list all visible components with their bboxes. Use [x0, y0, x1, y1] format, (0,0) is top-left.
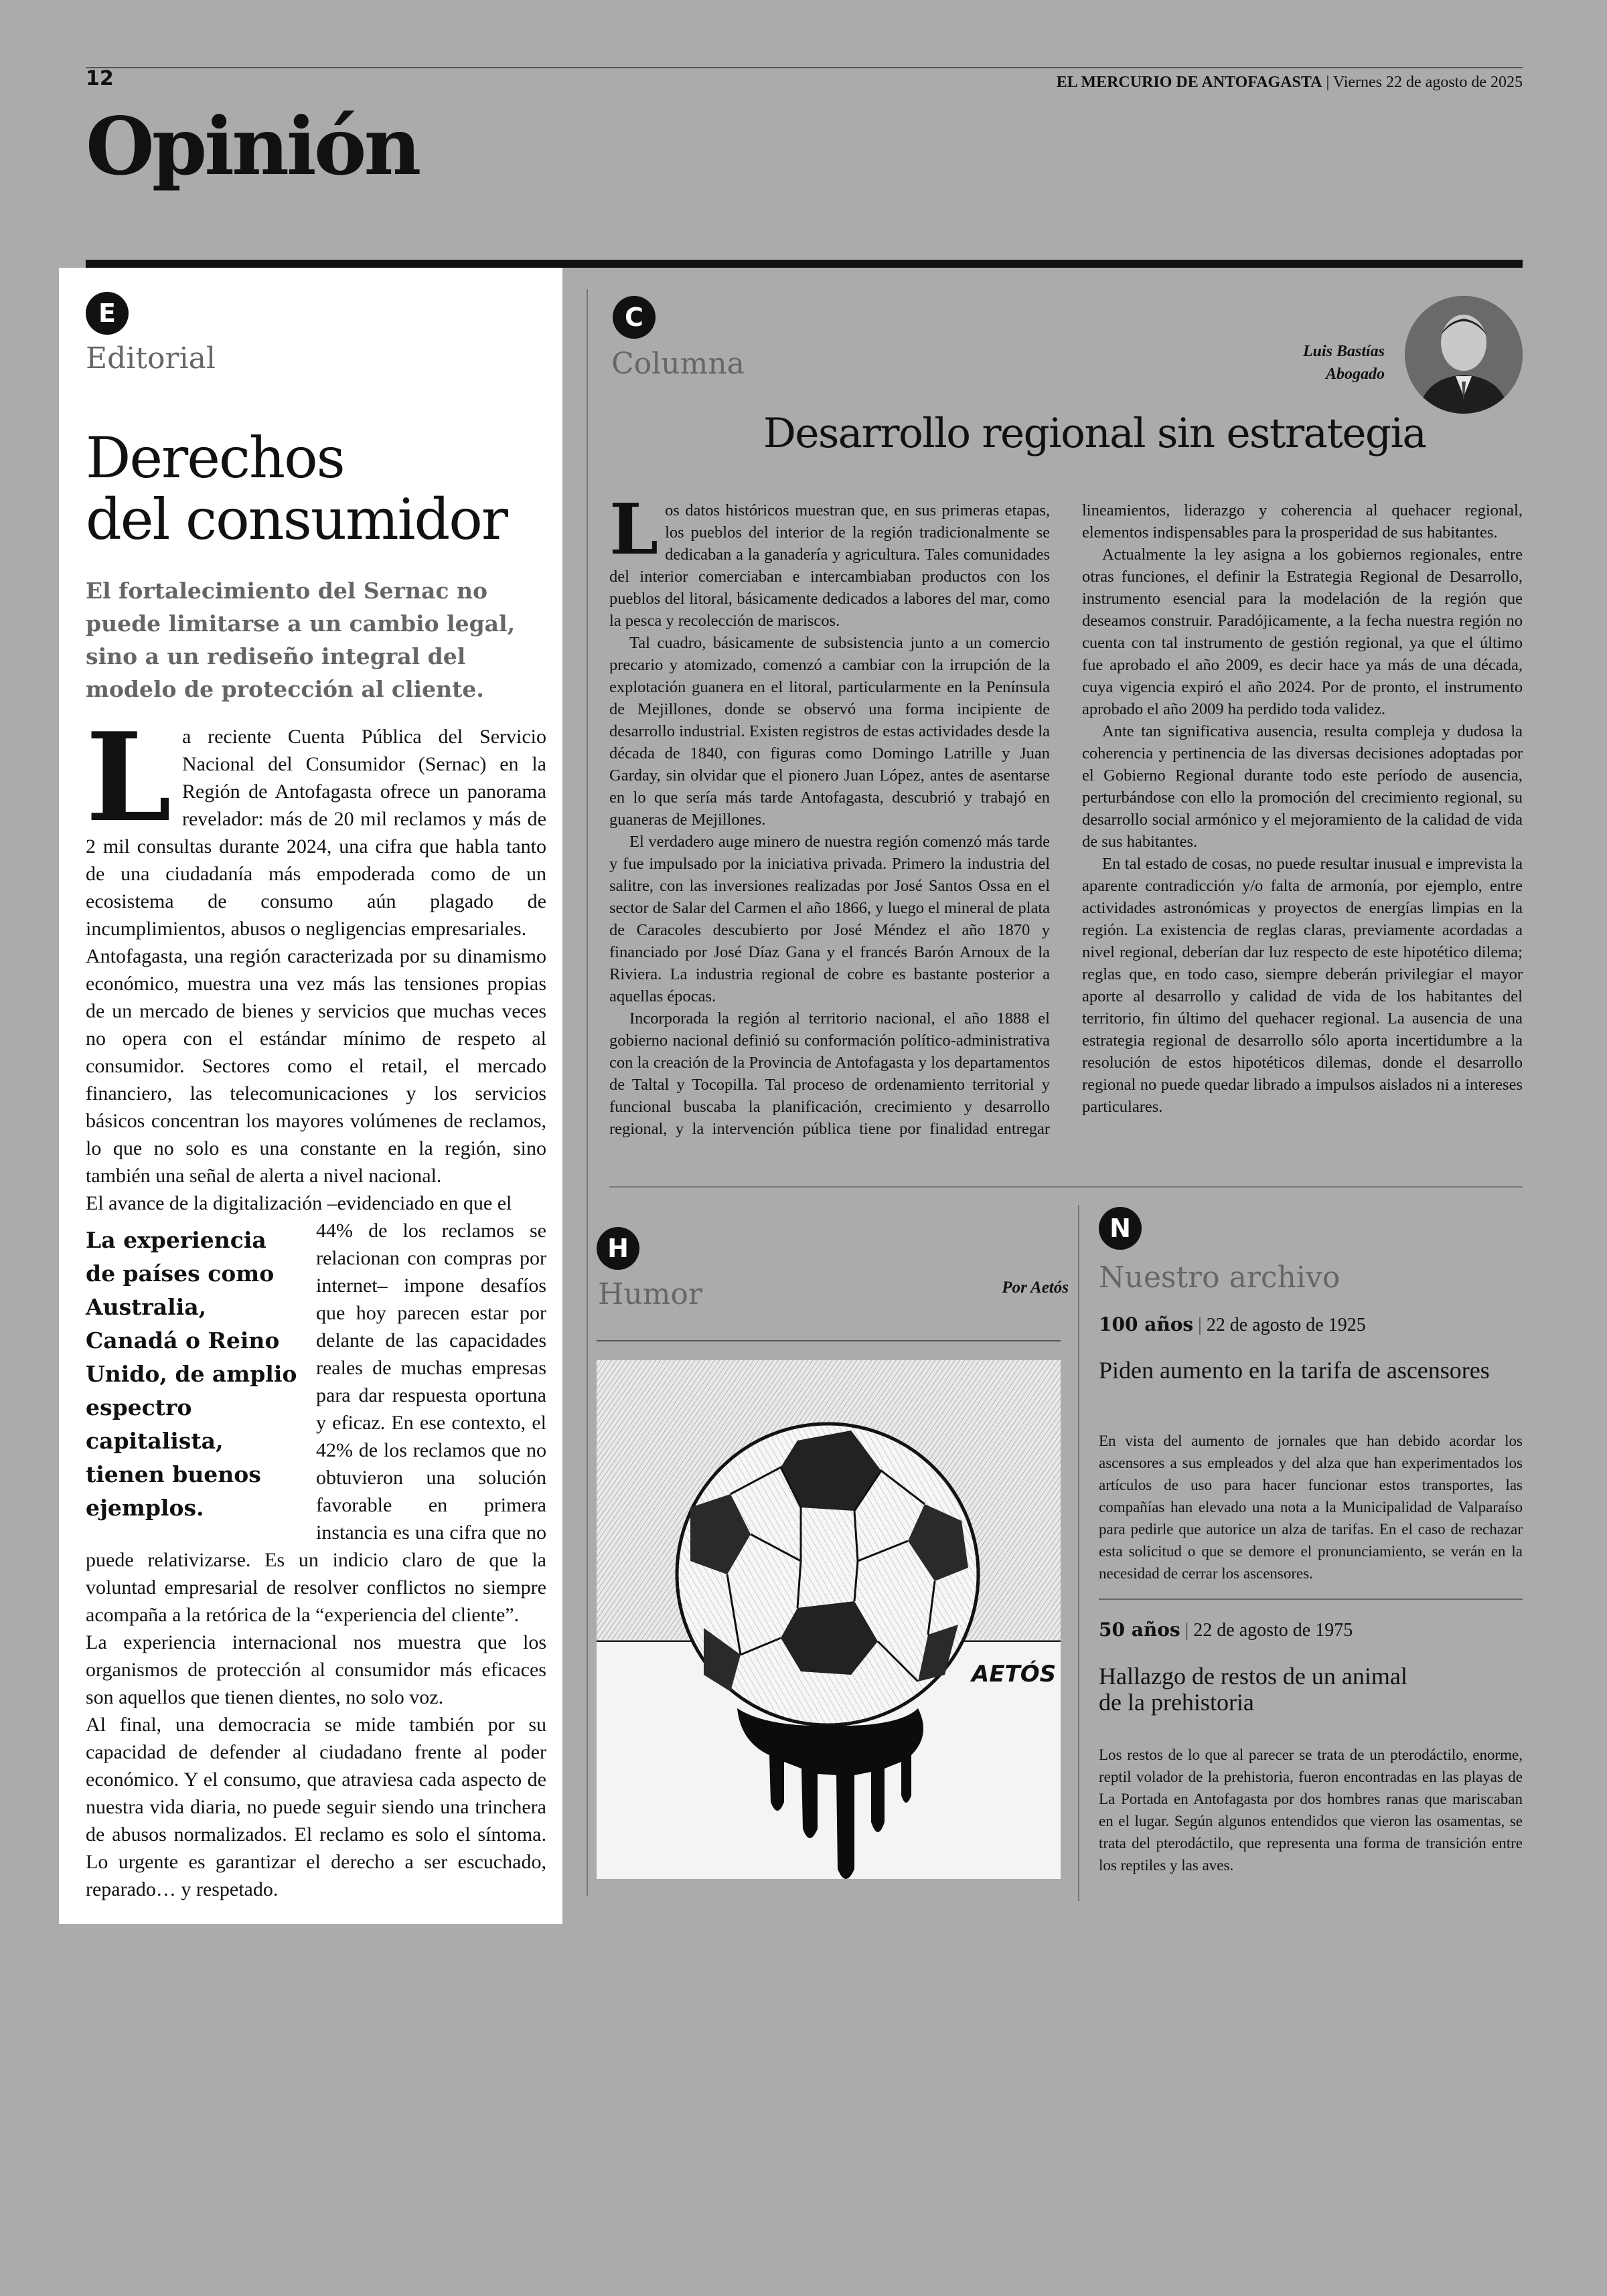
section-rule	[86, 260, 1523, 268]
top-rule	[86, 67, 1523, 68]
humor-cartoon	[597, 1360, 1061, 1879]
page-number: 12	[86, 67, 114, 90]
cartoon-signature: AETÓS	[972, 1661, 1057, 1688]
soccer-ball-cartoon-icon	[597, 1360, 1061, 1879]
editorial-paragraph: Al final, una democracia se mide también por su capacidad de defender al ciudadano frente al poder económico. Y el consumo, que atraviesa cada aspecto de nuestra vida diaria, no puede seguir siendo una trinchera de abusos normalizados. El reclamo es solo el síntoma. Lo urgente es garantizar el derecho a ser escuchado, reparado… y respetado.	[86, 1714, 546, 1900]
author-portrait-icon	[1405, 296, 1523, 414]
column-drop-cap: L	[609, 488, 659, 570]
column-paragraph: El verdadero auge minero de nuestra región comenzó más tarde y fue impulsado por la iniciativa privada. Primero la industria del salitre, con las inversiones realizadas por José Santos Ossa en el sector de Salar del Carmen el año 1866, y luego el mineral de plata de Caracoles descubierto por José Méndez el año 1870 y financiado por José Díaz Gana y el francés Barón Arnoux de la Riviera. La industria regional de cobre es bastante posterior a aquellas épocas.	[609, 833, 1050, 1005]
archive-divider	[1078, 1205, 1079, 1901]
masthead-separator: |	[1326, 74, 1333, 91]
middle-rule	[609, 1186, 1523, 1187]
archive-kicker: Nuestro archivo	[1099, 1260, 1341, 1295]
column-author	[1205, 340, 1385, 386]
editorial-headline	[86, 427, 507, 550]
archive-item-label	[1099, 1313, 1366, 1336]
column-paragraph	[609, 488, 1050, 632]
column-badge: C	[613, 296, 656, 339]
humor-byline: Por Aetós	[1002, 1279, 1069, 1297]
editorial-headline-line2: del consumidor	[86, 487, 507, 552]
archive-item-text: Los restos de lo que al parecer se trata de un pterodáctilo, enorme, reptil volador de la prehistoria, fueron encontradas en las playas de La Portada en Antofagasta por dos hombres ranas que mariscaban en el lugar. Según algunos entendidos que vieron las osamentas, se trata del pterodáctilo, que representa una forma de transición entre los reptiles y las aves.	[1099, 1746, 1523, 1874]
column-headline: Desarrollo regional sin estrategia	[763, 410, 1426, 457]
column-body	[609, 488, 1523, 1142]
editorial-kicker: Editorial	[86, 341, 216, 376]
editorial-paragraph	[86, 706, 546, 942]
editorial-headline-line1: Derechos	[86, 425, 344, 491]
editorial-paragraph: La experiencia internacional nos muestra que los organismos de protección al consumidor más eficaces son aquellos que tienen dientes, no solo voz.	[86, 1631, 546, 1708]
editorial-paragraph-text: a reciente Cuenta Pública del Servicio Nacional del Consumidor (Sernac) en la Región de Antofagasta ofrece un panorama revelador: más de 20 mil reclamos y más de 2 mil consultas durante 2024, una cifra que habla tanto de una ciudadanía más empoderada como de un ecosistema de consumo aún plagado de incumplimientos, abusos o negligencias empresariales.	[86, 726, 546, 940]
masthead	[1057, 74, 1523, 92]
issue-date: Viernes 22 de agosto de 2025	[1332, 74, 1523, 91]
archive-item-text: En vista del aumento de jornales que han debido acordar los ascensores a sus empleados y del alza que han experimentados los artículos de uso para hacer funcionar estos transportes, las compañías han elevado una nota a la Municipalidad de Valparaíso para pedirle que autorice un alza de tarifas. En el caso de rechazar esta solicitud o que se demore el pronunciamiento, se verán en la necesidad de cerrar los ascensores.	[1099, 1432, 1523, 1582]
editorial-badge: E	[86, 292, 129, 335]
archive-rule	[1099, 1598, 1523, 1600]
editorial-paragraph	[86, 1217, 546, 1629]
editorial-paragraph: El avance de la digitalización –evidenciado en que el	[86, 1192, 512, 1214]
column-kicker: Columna	[611, 347, 745, 381]
archive-years: 100 años	[1099, 1313, 1194, 1335]
author-role: Abogado	[1325, 365, 1385, 383]
humor-badge: H	[597, 1227, 639, 1270]
editorial-panel	[59, 268, 562, 1924]
column-paragraph-text: os datos históricos muestran que, en sus primeras etapas, los pueblos del interior de la región tradicionalmente se dedicaban a la ganadería y agricultura. Tales comunidades del interior comerciaban e intercambiaban productos con los pueblos del litoral, básicamente dedicados a labores del mar, como la pesca y recolección de mariscos.	[609, 501, 1050, 630]
column-divider	[587, 289, 588, 1896]
archive-item-title: Hallazgo de restos de un animal de la prehistoria	[1099, 1663, 1407, 1716]
archive-date: 22 de agosto de 1925	[1206, 1315, 1366, 1335]
column-paragraph: Ante tan significativa ausencia, resulta compleja y dudosa la coherencia y pertinencia de las diversas decisiones adoptadas por el Gobierno Regional durante todo este período de ausencia, perturbándose con ello la promoción del crecimiento regional, su desarrollo social armónico y el mejoramiento de la calidad de vida de sus habitantes.	[1082, 722, 1523, 851]
editorial-paragraph-text: 44% de los reclamos se relacionan con compras por internet– impone desafíos que hoy parecen estar por delante de las capacidades reales de muchas empresas para dar respuesta oportuna y eficaz. En ese contexto, el 42% de los reclamos que no obtuvieron una solución favorable en primera instancia es una cifra que no puede relativizarse. Es un indicio claro de que la voluntad empresarial de resolver conflictos no siempre acompaña a la retórica de la “experiencia del cliente”.	[86, 1220, 546, 1626]
humor-kicker: Humor	[598, 1277, 702, 1311]
archive-badge: N	[1099, 1207, 1142, 1250]
publication-name: EL MERCURIO DE ANTOFAGASTA	[1056, 74, 1322, 91]
archive-item-title: Piden aumento en la tarifa de ascensores	[1099, 1357, 1490, 1384]
humor-rule	[597, 1340, 1061, 1341]
column-paragraph: Actualmente la ley asigna a los gobiernos regionales, entre otras funciones, el definir la Estrategia Regional de Desarrollo, instrumento esencial para la modelación de la región que deseamos construir. Paradójicamente, a la fecha nuestra región no cuenta con tal instrumento de gestión regional, ya que el último fue aprobado el año 2009, es decir hace ya más de una década, cuya vigencia expiró el año 2024. Por de pronto, el instrumento aprobado el año 2009 ha perdido toda validez.	[1082, 546, 1523, 718]
archive-years: 50 años	[1099, 1619, 1180, 1641]
archive-date: 22 de agosto de 1975	[1193, 1620, 1353, 1641]
editorial-pullquote: La experiencia de países como Australia, Canadá o Reino Unido, de amplio espectro capitalista, tienen buenos ejemplos.	[86, 1227, 297, 1521]
editorial-drop-cap: L	[86, 706, 171, 849]
section-title: Opinión	[86, 100, 419, 193]
author-name: Luis Bastías	[1302, 343, 1385, 360]
editorial-paragraph: Antofagasta, una región caracterizada por su dinamismo económico, muestra una vez más las tensiones propias de un mercado de bienes y servicios que muchas veces no opera con el estándar mínimo de respeto al consumidor. Sectores como el retail, el mercado financiero, las telecomunicaciones y los servicios básicos concentran los mayores volúmenes de reclamos, lo que no solo es una constante en la región, sino también una señal de alerta a nivel nacional.	[86, 945, 546, 1187]
editorial-body	[86, 706, 546, 1903]
column-paragraph: Tal cuadro, básicamente de subsistencia junto a un comercio precario y atomizado, comenzó a cambiar con la irrupción de la explotación guanera en el litoral, particularmente en la Península de Mejillones, donde se observó una forma incipiente de desarrollo industrial. Existen registros de estas actividades desde la década de 1840, con figuras como Domingo Latrille y Juan Garday, sin olvidar que el pionero Juan López, antes de asentarse en lo que sería más tarde Antofagasta, descubrió y trabajó en guaneras de Mejillones.	[609, 634, 1050, 829]
archive-item-label	[1099, 1619, 1353, 1641]
archive-separator: |	[1193, 1315, 1207, 1335]
column-paragraph: En tal estado de cosas, no puede resultar inusual e imprevista la aparente contradicción y/o falta de armonía, por ejemplo, entre actividades astronómicas y proyectos de energías limpias en la región. La existencia de reglas claras, previamente acordadas a nivel regional, deberían dar luz respecto de este hipotético dilema; reglas que, en todo caso, siempre deberán privilegiar el mayor aporte al desarrollo y calidad de vida de los habitantes del territorio, fin último del quehacer regional. La ausencia de una estrategia regional de desarrollo sólo aporta incertidumbre a la resolución de estos hipotéticos dilemas, donde el desarrollo regional no puede quedar librado a impulsos aislados ni a intereses particulares.	[1082, 855, 1523, 1116]
editorial-deck: El fortalecimiento del Sernac no puede limitarse a un cambio legal, sino a un rediseño integral del modelo de protección al cliente.	[86, 578, 516, 702]
column-paragraph: Incorporada la región al territorio nacional, el año 1888 el gobierno nacional definió su conformación político-administrativa con la creación de la Provincia de Antofagasta y los departamentos de Taltal y Tocopilla. Tal proceso de ordenamiento territorial y funcional buscaba la planificación, crecimiento y desarrollo regional, y la intervención pública tiene por finalidad entregar lineamientos, liderazgo y coherencia al quehacer regional, elementos indispensables para la prosperidad de sus habitantes.	[609, 501, 1523, 1138]
author-photo	[1405, 296, 1523, 414]
archive-separator: |	[1180, 1620, 1194, 1641]
